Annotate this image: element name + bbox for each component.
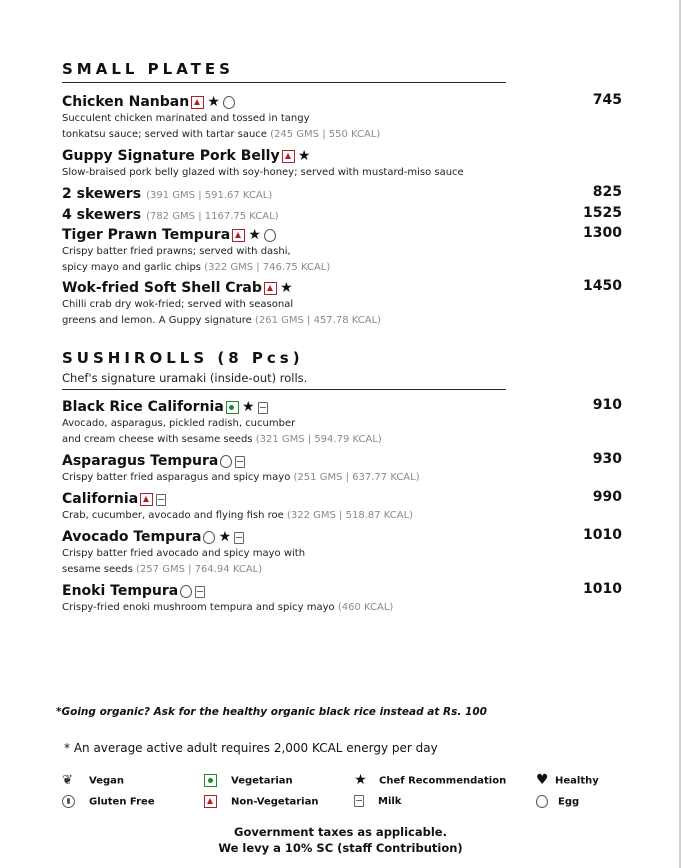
item-name: Tiger Prawn Tempura [62,226,231,243]
star-icon: ★ [297,148,311,164]
vegan-icon: ❦ [62,773,73,788]
menu-item-asparagus-tempura [62,450,622,486]
legend-non-vegetarian: Non-Vegetarian [204,795,318,808]
egg-icon [203,531,215,544]
item-price: 1300 [583,225,622,241]
variant-row [62,204,622,225]
item-name: Asparagus Tempura [62,452,219,469]
milk-icon [258,402,268,414]
menu-item-tiger-prawn-tempura [62,224,622,276]
non-veg-icon [232,229,245,242]
egg-icon [180,585,192,598]
item-meta: (261 GMS | 457.78 KCAL) [254,315,382,326]
section-rule [62,82,506,83]
menu-item-california [62,488,622,524]
item-name: Avocado Tempura [62,528,202,545]
item-name: Chicken Nanban [62,93,190,110]
star-icon: ★ [248,227,261,243]
item-price: 745 [592,92,622,108]
item-name: Black Rice California [62,398,224,415]
heart-icon: ♥ [536,772,549,788]
item-price: 1010 [583,581,622,597]
variant-row [62,183,622,204]
item-meta: (257 GMS | 764.94 KCAL) [136,564,263,575]
legend-vegan: ❦ Vegan [62,773,124,788]
egg-icon [536,795,548,808]
section-title-small-plates: SMALL PLATES [62,60,234,78]
item-price: 1010 [583,527,622,543]
kcal-note: * An average active adult requires 2,000 KCAL energy per day [64,741,438,755]
item-description: Crispy batter fried asparagus and spicy mayo (251 GMS | 637.77 KCAL) [62,472,420,483]
item-meta: (251 GMS | 637.77 KCAL) [293,472,420,483]
item-price: 990 [592,489,622,505]
egg-icon [223,96,235,109]
legend-vegetarian: Vegetarian [204,774,293,787]
item-description: Slow-braised pork belly glazed with soy-honey; served with mustard-miso sauce [62,167,464,178]
item-meta: (460 KCAL) [337,602,394,613]
footer-tax-line: Government taxes as applicable. [234,825,447,839]
item-description: Crab, cucumber, avocado and flying fish roe (322 GMS | 518.87 KCAL) [62,510,414,521]
star-icon: ★ [218,529,232,545]
menu-item-soft-shell-crab [62,277,622,329]
milk-icon [156,494,166,506]
item-meta: (322 GMS | 746.75 KCAL) [204,262,331,273]
variant-label: 2 skewers [62,186,142,202]
variant-price: 1525 [583,205,622,221]
item-description: Chilli crab dry wok-fried; served with seasonal greens and lemon. A Guppy signature (261 GMS | 457.78 KCAL) [62,299,382,326]
legend-milk: Milk [354,795,401,807]
variant-meta: (391 GMS | 591.67 KCAL) [146,190,273,201]
section-rule [62,389,506,390]
menu-item-chicken-nanban [62,91,622,143]
section-title-sushi-rolls: SUSHIROLLS (8 Pcs) [62,349,304,367]
non-veg-icon [191,96,204,109]
item-name: Enoki Tempura [62,582,179,599]
menu-item-pork-belly [62,145,622,225]
variant-price: 825 [592,184,622,200]
item-description: Crispy batter fried prawns; served with dashi, spicy mayo and garlic chips (322 GMS | 746.75 KCAL) [62,246,331,273]
organic-note: *Going organic? Ask for the healthy organic black rice instead at Rs. 100 [56,706,487,718]
milk-icon [235,456,245,468]
item-description: Crispy batter fried avocado and spicy mayo with sesame seeds (257 GMS | 764.94 KCAL) [62,548,306,575]
star-icon: ★ [354,772,367,788]
item-price: 930 [592,451,622,467]
item-name: California [62,490,139,507]
item-name: Guppy Signature Pork Belly [62,147,280,164]
legend-egg: Egg [536,795,579,808]
star-icon: ★ [207,94,220,110]
item-meta: (245 GMS | 550 KCAL) [270,129,381,140]
menu-item-avocado-tempura [62,526,622,578]
non-veg-icon [204,795,217,808]
veg-icon [204,774,217,787]
non-veg-icon [282,150,295,163]
milk-icon [234,532,244,544]
non-veg-icon [140,493,153,506]
star-icon: ★ [280,280,293,296]
milk-icon [354,795,364,807]
item-description: Avocado, asparagus, pickled radish, cucumber and cream cheese with sesame seeds (321 GMS | 594.79 KCAL) [62,418,382,445]
variant-meta: (782 GMS | 1167.75 KCAL) [146,211,279,222]
star-icon: ★ [242,399,255,415]
egg-icon [220,455,232,468]
legend-healthy: ♥ Healthy [536,772,599,788]
item-meta: (321 GMS | 594.79 KCAL) [255,434,382,445]
section-subtitle: Chef's signature uramaki (inside-out) rolls. [62,371,308,385]
gluten-free-icon [62,795,75,808]
item-meta: (322 GMS | 518.87 KCAL) [286,510,414,521]
egg-icon [264,229,276,242]
item-price: 910 [592,397,622,413]
item-description: Crispy-fried enoki mushroom tempura and spicy mayo (460 KCAL) [62,602,394,613]
veg-icon [226,401,239,414]
item-description: Succulent chicken marinated and tossed in tangy tonkatsu sauce; served with tartar sauce (245 GMS | 550 KCAL) [62,113,381,140]
footer-service-charge-line: We levy a 10% SC (staff Contribution) [218,841,463,855]
item-name: Wok-fried Soft Shell Crab [62,279,262,296]
non-veg-icon [264,282,277,295]
milk-icon [195,586,205,598]
legend-chef-recommendation: ★ Chef Recommendation [354,772,507,788]
item-price: 1450 [583,278,622,294]
variant-label: 4 skewers [62,207,142,223]
menu-item-enoki-tempura [62,580,622,616]
menu-item-black-rice-california [62,396,622,448]
legend-gluten-free: Gluten Free [62,795,155,808]
